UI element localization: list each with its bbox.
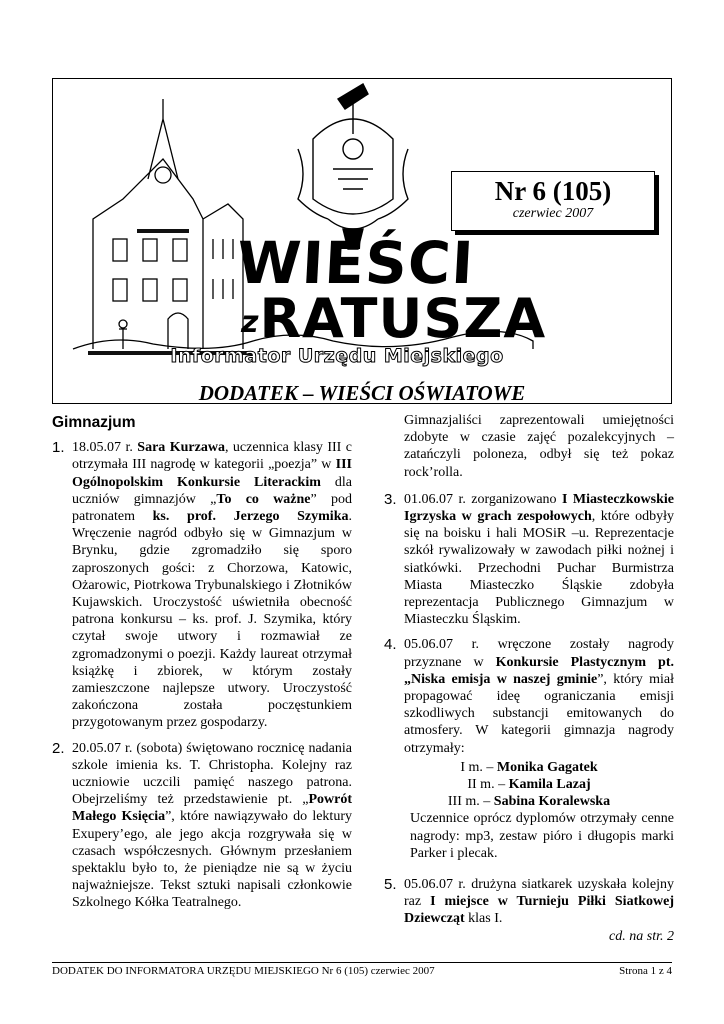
supplement-title: DODATEK – WIEŚCI OŚWIATOWE bbox=[198, 381, 526, 405]
item-number: 3. bbox=[384, 490, 397, 508]
item-text: 20.05.07 r. (sobota) świętowano rocznicę nadania szkole imienia ks. T. Christopha. Kolejny raz uczniowie uczcili pamięć naszego patrona. Obejrzeliśmy też przedstawienie pt. „Powrót Małego Księcia”, które nawiązywało do lektury Exupery’ego, ale jego akcja rozgrywała się w czasach współczesnych. Głównym przesłaniem spektaklu było to, że pieniądze nie są w życiu najważniejsze. Tekst sztuki napisali członkowie Szkolnego Kółka Teatralnego. bbox=[72, 740, 352, 911]
issue-date: czerwiec 2007 bbox=[512, 206, 594, 221]
subtitle-banner: Informator Urzędu Miejskiego bbox=[170, 345, 504, 367]
title-line2 bbox=[241, 287, 546, 350]
list-item bbox=[52, 740, 352, 912]
issue-box bbox=[451, 171, 655, 231]
prizes-text: Uczennice oprócz dyplomów otrzymały cenne nagrody: mp3, zestaw pióro i długopis marki Parker i plecak. bbox=[410, 811, 674, 861]
title-line2-text: RATUSZA bbox=[259, 287, 547, 350]
winner-line: III m. – Sabina Koralewska bbox=[447, 794, 611, 810]
footer-page-number: Strona 1 z 4 bbox=[619, 965, 672, 977]
right-column bbox=[384, 410, 674, 945]
footer-publication: DODATEK DO INFORMATORA URZĘDU MIEJSKIEGO Nr 6 (105) czerwiec 2007 bbox=[52, 965, 435, 977]
item-text: 05.06.07 r. drużyna siatkarek uzyskała kolejny raz I miejsce w Turnieju Piłki Siatkowej Dziewcząt klas I. bbox=[404, 877, 674, 927]
list-item bbox=[52, 439, 352, 731]
title-line1: WIEŚCI bbox=[235, 229, 476, 297]
item-number: 2. bbox=[52, 739, 65, 757]
footer-rule bbox=[52, 962, 672, 963]
list-item bbox=[384, 636, 674, 756]
title-z: z bbox=[241, 304, 260, 340]
winner-line: I m. – Monika Gagatek bbox=[460, 759, 598, 775]
continued-note: cd. na str. 2 bbox=[609, 928, 674, 944]
winner-line: II m. – Kamila Lazaj bbox=[467, 777, 591, 793]
item-text: 05.06.07 r. wręczone zostały nagrody przyznane w Konkursie Plastycznym pt. „Niska emisja w naszej gminie”, który miał propagować ideę ograniczania emisji szkodliwych substancji emitowanych do atmosfery. W kategorii gimnazja nagrody otrzymały: bbox=[404, 637, 674, 756]
coat-of-arms-icon bbox=[298, 84, 408, 249]
item-number: 5. bbox=[384, 876, 397, 894]
list-item bbox=[384, 876, 674, 928]
item-text: 18.05.07 r. Sara Kurzawa, uczennica klasy III c otrzymała III nagrodę w kategorii „poezja” w III Ogólnopolskim Konkursie Literackim dla uczniów gimnazjów „To co ważne” pod patronatem ks. prof. Jerzego Szymika. Wręczenie nagród odbyło się w Gimnazjum w Brynku, gdzie zgromadziło się sporo zaproszonych gości: z Chorzowa, Katowic, Ożarowic, Piotrkowa Trybunalskiego i Złotników Kujawskich. Uroczystość uświetniła obecność patrona konkursu – ks. prof. J. Szymika, który czytał swoje utwory i rozmawiał ze zgromadzonymi o poezji. Każdy laureat otrzymał książkę i zbiorek, w którym zostały zamieszczone najlepsze utwory. Uroczystość zakończona została poczęstunkiem przygotowanym przez gospodarzy. bbox=[72, 440, 352, 731]
masthead bbox=[52, 78, 672, 404]
item-number: 1. bbox=[52, 439, 65, 457]
section-heading: Gimnazjum bbox=[52, 414, 136, 431]
issue-number: Nr 6 (105) bbox=[494, 176, 612, 206]
item-continuation: Gimnazjaliści zaprezentowali umiejętności zdobyte w czasie zajęć pozalekcyjnych – zatańczyli poloneza, odbył się też pokaz rock’rolla. bbox=[404, 413, 674, 480]
left-column bbox=[52, 410, 352, 920]
item-text: 01.06.07 r. zorganizowano I Miasteczkowskie Igrzyska w grach zespołowych, które odbyły się na boisku i hali MOSiR –u. Reprezentacje szkół rywalizowały w zawodach piłki nożnej i siatkówki. Przechodni Puchar Burmistrza Miasta Miasteczko Śląskie zdobyła reprezentacja Publicznego Gimnazjum w Miasteczku Śląskim. bbox=[404, 491, 675, 628]
list-item bbox=[384, 491, 674, 629]
item-number: 4. bbox=[384, 636, 397, 654]
